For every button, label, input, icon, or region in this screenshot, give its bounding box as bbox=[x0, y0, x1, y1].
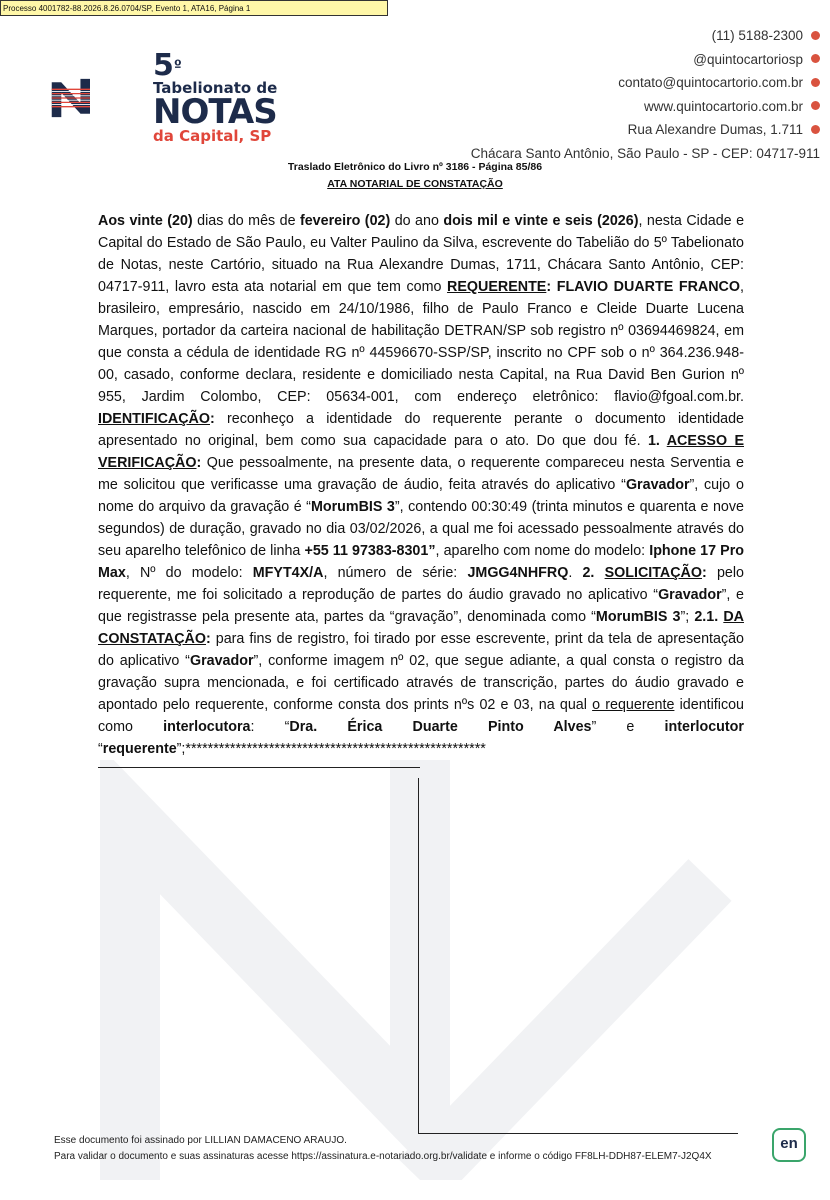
signature-footer bbox=[54, 1133, 744, 1165]
footer-signed-by: Esse documento foi assinado por LILLIAN DAMACENO ARAUJO. bbox=[54, 1135, 347, 1146]
logo-text bbox=[153, 48, 278, 145]
contact-website[interactable]: www.quintocartorio.com.br bbox=[471, 95, 820, 119]
contact-email[interactable]: contato@quintocartorio.com.br bbox=[471, 71, 820, 95]
email-icon bbox=[811, 78, 820, 87]
footer-validation: Para validar o documento e suas assinaturas acesse https://assinatura.e-notariado.org.br/validate e informe o código FF8LH-DDH87-ELEM7-J2Q4X bbox=[54, 1151, 712, 1162]
contact-address: Rua Alexandre Dumas, 1.711 bbox=[471, 118, 820, 142]
contact-phone: (11) 5188-2300 bbox=[471, 24, 820, 48]
logo-capital: da Capital, SP bbox=[153, 127, 272, 145]
contact-city: Chácara Santo Antônio, São Paulo - SP - CEP: 04717-911 bbox=[470, 145, 820, 161]
blank-area-divider bbox=[418, 778, 419, 1133]
logo-number: 5 bbox=[153, 48, 174, 83]
logo-notas: NOTAS bbox=[153, 92, 277, 132]
document-reference: Traslado Eletrônico do Livro nº 3186 - Página 85/86 bbox=[287, 161, 543, 173]
web-icon bbox=[811, 101, 820, 110]
ata-body-text: Aos vinte (20) dias do mês de fevereiro (02) do ano dois mil e vinte e seis (2026), nesta Cidade e Capital do Estado de São Paulo, eu Valter Paulino da Silva, escrevente do Tabelião do 5º Tabelionato de Notas, neste Cartório, situado na Rua Alexandre Dumas, 1711, Chácara Santo Antônio, CEP: 04717-911, lavro esta ata notarial em que tem como REQUERENTE: FLAVIO DUARTE FRANCO, brasileiro, empresário, nascido em 24/10/1986, filho de Paulo Franco e Cleide Duarte Lucena Marques, portador da carteira nacional de habilitação DETRAN/SP sob registro nº 03694469824, em que consta a cédula de identidade RG nº 44596670-SSP/SP, inscrito no CPF sob o nº 364.236.948-00, casado, conforme declara, residente e domiciliado nesta Capital, na Rua David Ben Gurion nº 955, Jardim Colombo, CEP: 05634-001, com endereço eletrônico: flavio@fgoal.com.br. IDENTIFICAÇÃO: reconheço a identidade do requerente perante o documento identidade apresentado no original, bem como sua capacidade para o ato. Do que dou fé. 1. ACESSO E VERIFICAÇÃO: Que pessoalmente, na presente data, o requerente compareceu nesta Serventia e me solicitou que verificasse uma gravação de áudio, feita através do aplicativo “Gravador”, cujo o nome do arquivo da gravação é “MorumBIS 3”, contendo 00:30:49 (trinta minutos e quarenta e nove segundos) de duração, gravado no dia 03/02/2026, a qual me foi acessado pessoalmente através do seu aparelho telefônico de linha +55 11 97383-8301”, aparelho com nome do modelo: Iphone 17 Pro Max, Nº do modelo: MFYT4X/A, número de série: JMGG4NHFRQ. 2. SOLICITAÇÃO: pelo requerente, me foi solicitado a reprodução de partes do áudio gravado no aplicativo “Gravador”, e que registrasse pela presente ata, partes da “gravação”, denominada como “MorumBIS 3”; 2.1. DA CONSTATAÇÃO: para fins de registro, foi tirado por esse escrevente, print da tela de apresentação do aplicativo “Gravador”, conforme imagem nº 02, que segue adiante, a qual consta o registro da gravação supra mencionada, e foi certificado através de transcrição, partes do áudio gravado e apontado pelo requerente, conforme consta dos prints nºs 02 e 03, na qual o requerente identificou como interlocutora: “Dra. Érica Duarte Pinto Alves” e interlocutor “requerente”;****************************************************** bbox=[98, 213, 745, 757]
logo-tabelionato: Tabelionato de bbox=[153, 79, 278, 97]
process-stamp: Processo 4001782-88.2026.8.26.0704/SP, Evento 1, ATA16, Página 1 bbox=[0, 0, 388, 16]
e-notariado-badge-icon: en bbox=[772, 1128, 806, 1162]
instagram-icon bbox=[811, 54, 820, 63]
blank-area-top-line bbox=[98, 767, 420, 768]
contact-block bbox=[471, 24, 820, 165]
watermark-n-logo bbox=[90, 760, 750, 1180]
notary-logo-icon bbox=[50, 48, 150, 148]
phone-icon bbox=[811, 31, 820, 40]
document-title: ATA NOTARIAL DE CONSTATAÇÃO bbox=[327, 178, 503, 190]
location-icon bbox=[811, 125, 820, 134]
contact-instagram[interactable]: @quintocartoriosp bbox=[471, 48, 820, 72]
logo-ordinal: º bbox=[173, 58, 182, 74]
